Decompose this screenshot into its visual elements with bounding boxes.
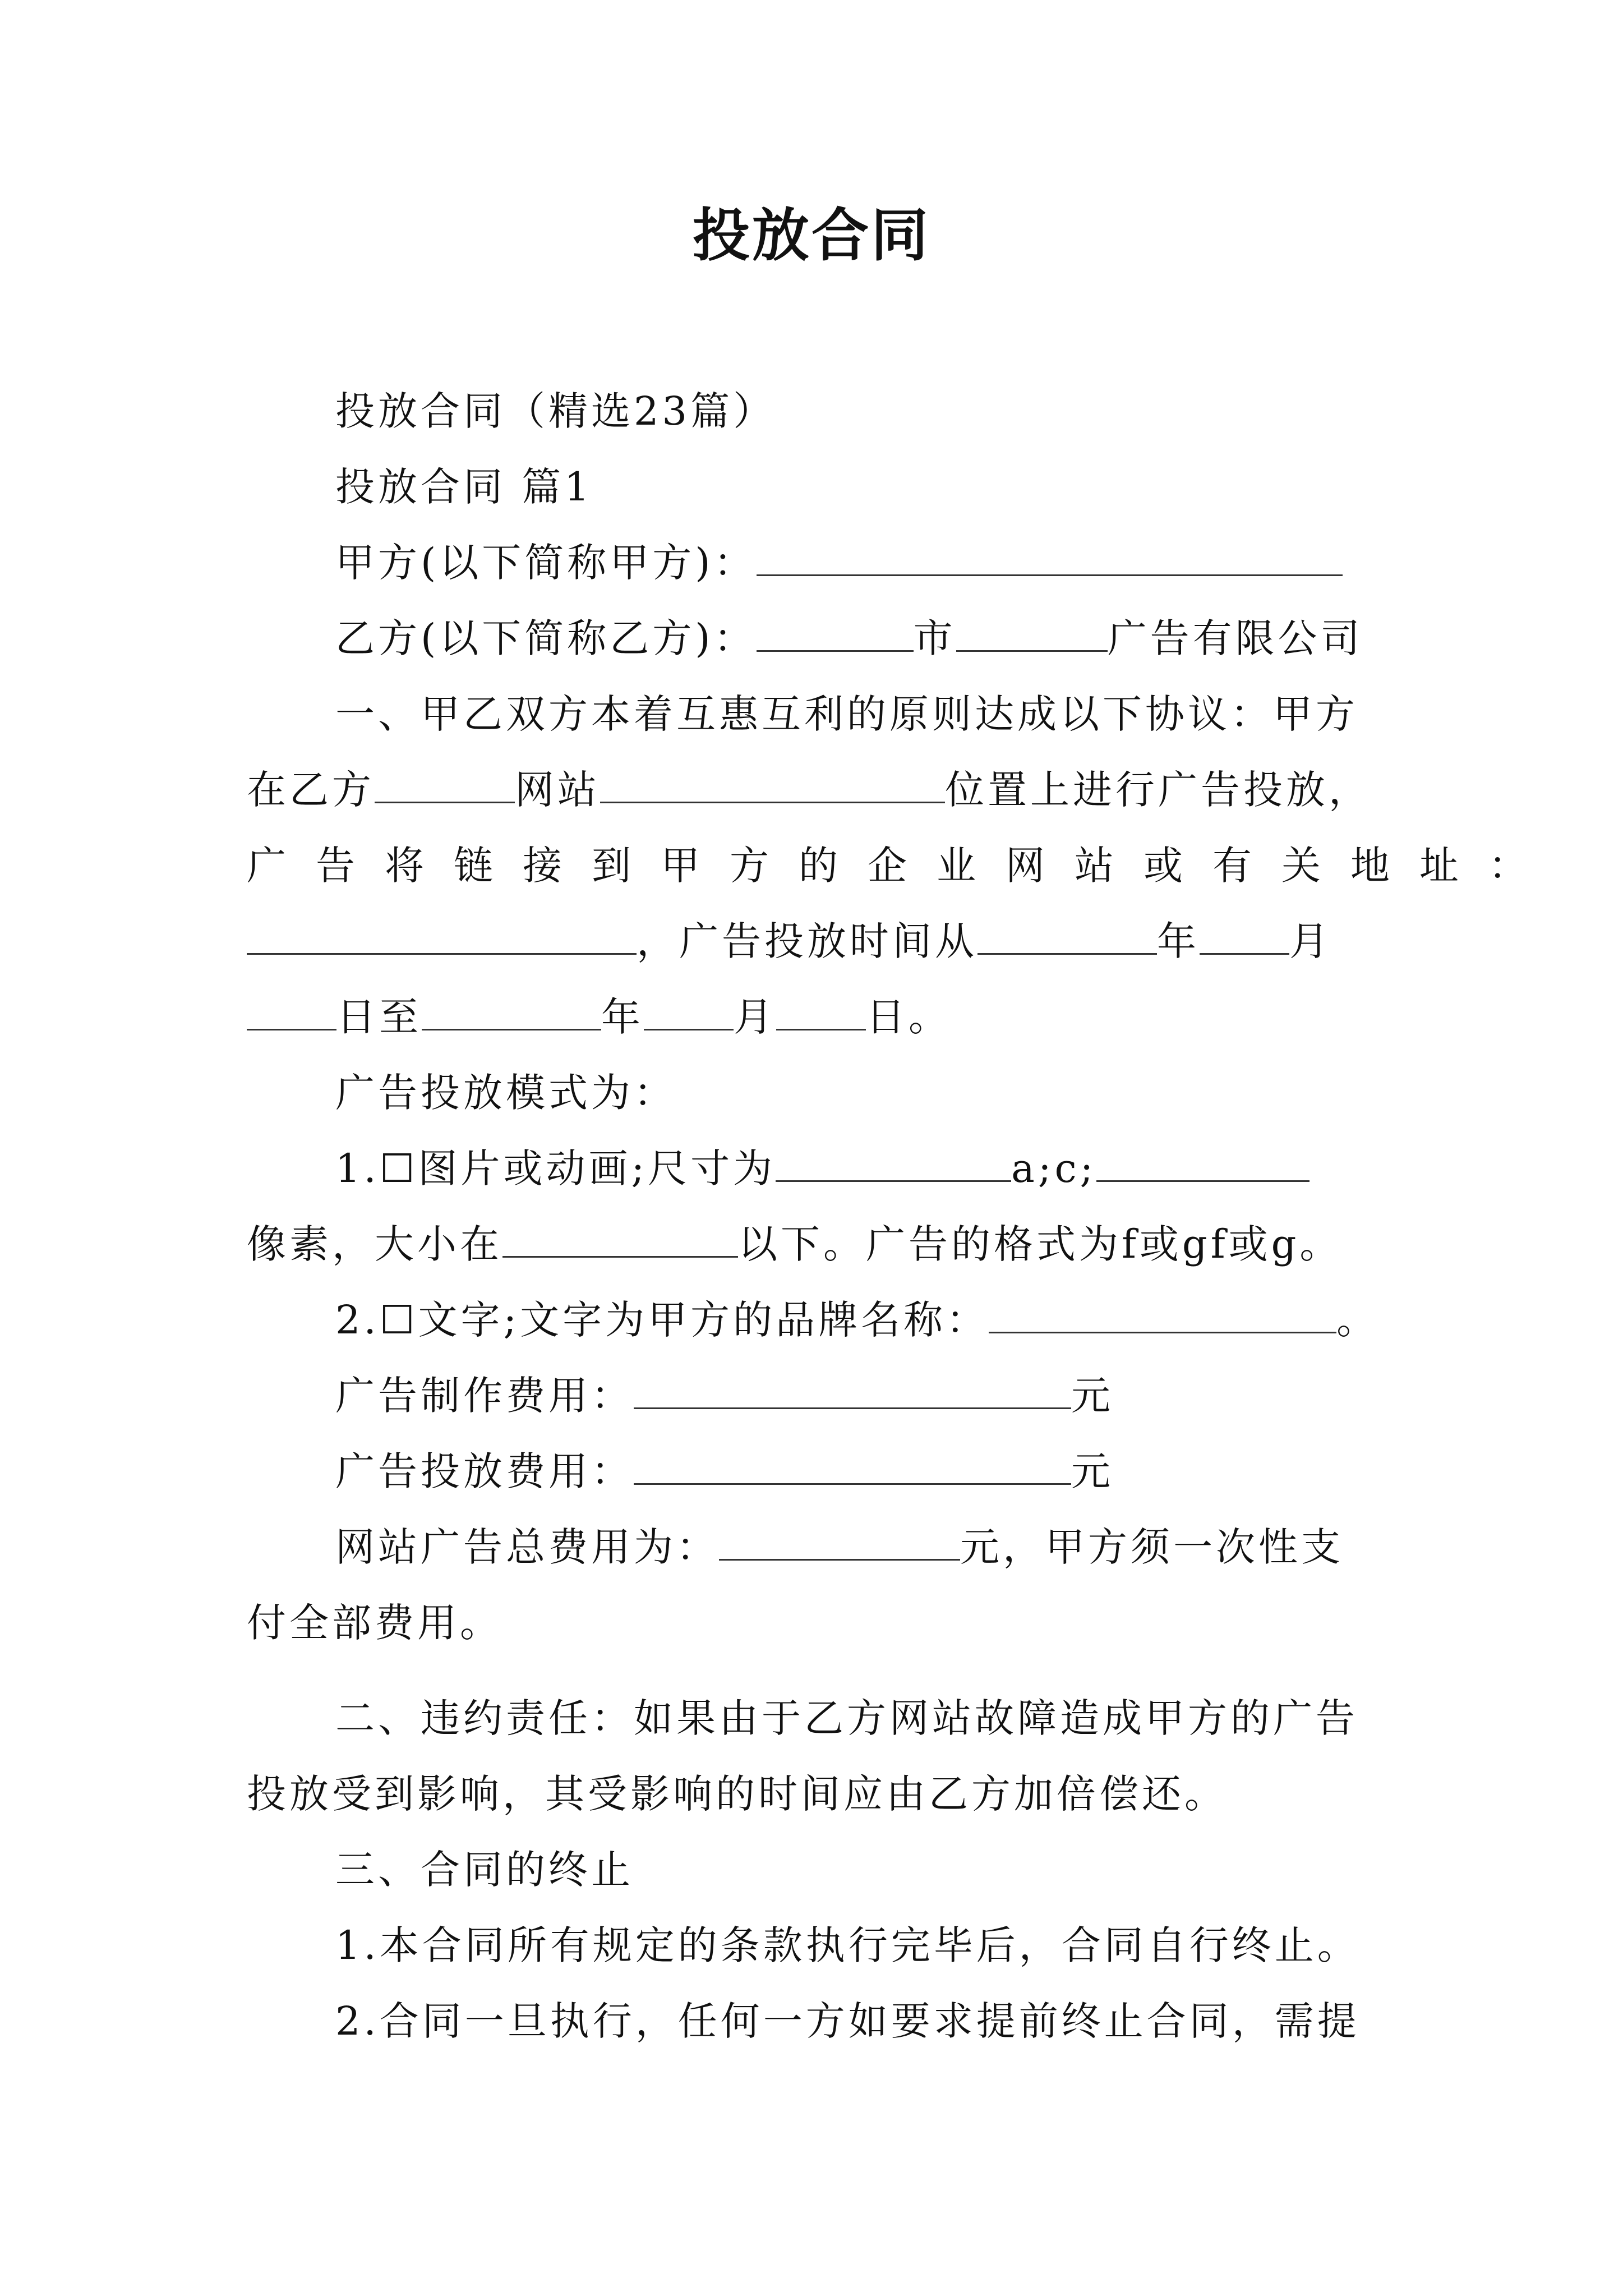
total-fee-text-2: 付全部费用。 xyxy=(247,1600,502,1646)
image-option-line-2 xyxy=(247,1219,1380,1269)
party-b-label: 乙方(以下简称乙方)： xyxy=(335,615,757,661)
image-filesize-blank[interactable] xyxy=(502,1221,738,1258)
text-option-end: 。 xyxy=(1336,1297,1380,1343)
end-year-label: 年 xyxy=(601,994,644,1040)
total-fee-blank[interactable] xyxy=(719,1524,960,1561)
start-day-blank[interactable] xyxy=(247,994,336,1030)
termination-item-2-line xyxy=(247,1996,1468,2046)
party-a-label: 甲方(以下简称甲方)： xyxy=(335,540,757,586)
clause-one-line-5 xyxy=(247,992,1380,1042)
end-month-label: 月 xyxy=(734,994,776,1040)
production-fee-blank[interactable] xyxy=(634,1373,1071,1409)
breach-text-2: 投放受到影响，其受影响的时间应由乙方加倍偿还。 xyxy=(247,1771,1227,1817)
subtitle-line xyxy=(247,386,1468,436)
start-month-label: 月 xyxy=(1289,918,1332,964)
party-b-company-blank[interactable] xyxy=(956,615,1108,652)
document-title: 投放合同 xyxy=(693,202,930,269)
production-fee-line xyxy=(247,1370,1468,1421)
brand-name-blank[interactable] xyxy=(989,1297,1336,1333)
party-b-company-suffix: 广告有限公司 xyxy=(1107,615,1363,661)
ad-position-blank[interactable] xyxy=(600,767,945,803)
image-size-blank-1[interactable] xyxy=(776,1145,1011,1182)
clause-one-text-1: 一、甲乙双方本着互惠互利的原则达成以下协议：甲方 xyxy=(335,691,1358,737)
start-year-label: 年 xyxy=(1157,918,1200,964)
ad-mode-heading: 广告投放模式为： xyxy=(335,1070,676,1116)
image-pixel-text: 像素，大小在 xyxy=(247,1221,502,1267)
text-option-line xyxy=(247,1295,1468,1345)
image-size-separator: a;c; xyxy=(1011,1145,1097,1191)
clause-one-text-4a: ，广告投放时间从 xyxy=(637,918,978,964)
clause-one-text-2c: 位置上进行广告投放， xyxy=(945,767,1371,813)
image-size-blank-2[interactable] xyxy=(1096,1145,1310,1182)
placement-fee-blank[interactable] xyxy=(634,1448,1071,1485)
clause-one-text-3: 广告将链接到甲方的企业网站或有关地址： xyxy=(247,843,1557,889)
total-fee-text: 元，甲方须一次性支 xyxy=(960,1524,1344,1570)
party-a-blank[interactable] xyxy=(757,540,1343,576)
website-name-blank[interactable] xyxy=(375,767,515,803)
total-fee-line-2 xyxy=(247,1598,1380,1648)
termination-item-1-line xyxy=(247,1920,1468,1971)
clause-one-line-4 xyxy=(247,916,1380,967)
breach-line-1 xyxy=(247,1693,1468,1743)
production-fee-unit: 元 xyxy=(1071,1373,1114,1419)
end-prefix-label: 日至 xyxy=(336,994,422,1040)
end-year-blank[interactable] xyxy=(422,994,601,1030)
termination-item-1: 1.本合同所有规定的条款执行完毕后，合同自行终止。 xyxy=(335,1922,1360,1968)
end-day-blank[interactable] xyxy=(776,994,866,1030)
start-month-blank[interactable] xyxy=(1200,918,1289,955)
section-heading-text: 投放合同 篇1 xyxy=(335,464,593,510)
party-b-city-label: 市 xyxy=(913,615,956,661)
clause-one-line-1 xyxy=(247,689,1468,739)
clause-one-text-2a: 在乙方 xyxy=(247,767,375,813)
link-address-blank[interactable] xyxy=(247,918,637,955)
termination-heading-line xyxy=(247,1844,1468,1895)
image-option-line xyxy=(247,1143,1468,1194)
total-fee-line xyxy=(247,1522,1468,1572)
placement-fee-line xyxy=(247,1446,1468,1497)
image-format-text: 以下。广告的格式为f或gf或g。 xyxy=(738,1221,1343,1267)
party-b-city-blank[interactable] xyxy=(757,615,914,652)
text-option-text: 2.☐文字;文字为甲方的品牌名称： xyxy=(335,1297,989,1343)
termination-heading: 三、合同的终止 xyxy=(335,1847,634,1893)
start-year-blank[interactable] xyxy=(978,918,1157,955)
image-option-text: 1.☐图片或动画;尺寸为 xyxy=(335,1145,776,1191)
clause-one-line-3 xyxy=(247,840,1557,891)
placement-fee-label: 广告投放费用： xyxy=(335,1448,634,1494)
section-heading-line xyxy=(247,462,1468,512)
total-fee-label: 网站广告总费用为： xyxy=(335,1524,719,1570)
termination-item-2: 2.合同一旦执行，任何一方如要求提前终止合同，需提 xyxy=(335,1998,1360,2044)
end-day-label: 日。 xyxy=(866,994,951,1040)
ad-mode-heading-line xyxy=(247,1068,1468,1118)
clause-one-line-2 xyxy=(247,765,1380,815)
placement-fee-unit: 元 xyxy=(1071,1448,1114,1494)
subtitle-text: 投放合同（精选23篇） xyxy=(335,388,776,434)
breach-line-2 xyxy=(247,1769,1380,1819)
clause-one-text-2b: 网站 xyxy=(515,767,600,813)
party-a-line xyxy=(247,537,1468,588)
production-fee-label: 广告制作费用： xyxy=(335,1373,634,1419)
party-b-line xyxy=(247,613,1468,664)
end-month-blank[interactable] xyxy=(644,994,734,1030)
breach-text-1: 二、违约责任：如果由于乙方网站故障造成甲方的广告 xyxy=(335,1695,1358,1741)
